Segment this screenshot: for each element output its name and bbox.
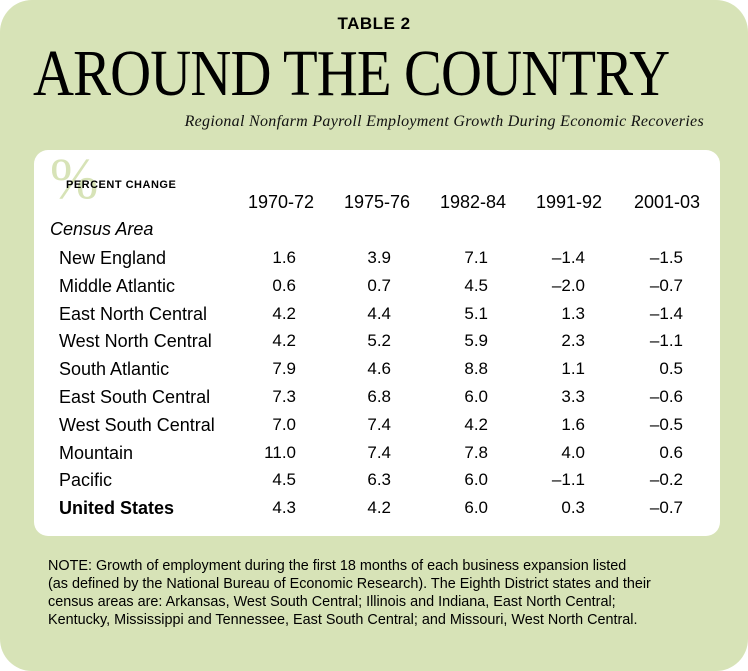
table-row xyxy=(0,470,748,498)
table-row-total xyxy=(0,498,748,526)
table-cell: –0.7 xyxy=(649,498,683,518)
table-cell: 0.6 xyxy=(659,442,683,462)
table-row xyxy=(0,248,748,276)
table-cell: –1.4 xyxy=(551,248,585,267)
table-cell: 6.8 xyxy=(367,387,391,406)
table-row xyxy=(0,443,748,471)
table-cell: 7.1 xyxy=(464,248,488,267)
table-row xyxy=(0,359,748,387)
table-cell: 0.6 xyxy=(272,275,296,295)
table-cell: 4.3 xyxy=(272,498,296,518)
note-line: NOTE: Growth of employment during the first 18 months of each business expansion listed xyxy=(48,558,627,574)
table-cell: –0.2 xyxy=(649,470,683,490)
column-header-1975-76: 1975-76 xyxy=(343,192,411,212)
table-cell: 7.8 xyxy=(464,442,488,462)
table-cell: 0.7 xyxy=(367,275,391,295)
table-row xyxy=(0,304,748,332)
table-cell: 1.6 xyxy=(561,414,585,434)
note-line: (as defined by the National Bureau of Economic Research). The Eighth District states and their xyxy=(48,576,651,592)
column-header-1982-84: 1982-84 xyxy=(439,192,507,212)
region-name: South Atlantic xyxy=(59,359,170,380)
table-cell: –0.5 xyxy=(649,414,683,434)
table-cell: 0.3 xyxy=(561,498,585,518)
note-line: census areas are: Arkansas, West South Central; Illinois and Indiana, East North Central; xyxy=(48,594,616,610)
region-name: Middle Atlantic xyxy=(59,275,176,296)
table-cell: –1.4 xyxy=(649,303,683,323)
table-cell: –0.6 xyxy=(649,387,683,406)
table-cell: 6.0 xyxy=(464,470,488,490)
table-cell: –1.1 xyxy=(551,470,585,490)
table-cell: 1.6 xyxy=(272,248,296,267)
table-cell: –0.7 xyxy=(649,275,683,295)
table-cell: 4.2 xyxy=(464,414,488,434)
column-header-2001-03: 2001-03 xyxy=(633,192,701,212)
table-cell: 4.0 xyxy=(561,442,585,462)
table-cell: –2.0 xyxy=(551,275,585,295)
region-name: United States xyxy=(59,498,175,519)
region-name: New England xyxy=(59,248,167,268)
region-name: East North Central xyxy=(59,303,208,324)
table-cell: 5.9 xyxy=(464,331,488,351)
table-cell: –1.5 xyxy=(649,248,683,267)
percent-change-label: PERCENT CHANGE xyxy=(66,179,177,191)
table-cell: 6.0 xyxy=(464,498,488,518)
table-cell: 7.0 xyxy=(272,414,296,434)
table-cell: 4.6 xyxy=(367,359,391,379)
table-cell: 7.4 xyxy=(367,442,391,462)
table-cell: 6.0 xyxy=(464,387,488,406)
census-area-label: Census Area xyxy=(50,219,154,239)
table-cell: 4.2 xyxy=(367,498,391,518)
table-cell: 4.5 xyxy=(272,470,296,490)
table-cell: 4.4 xyxy=(367,303,391,323)
table-row xyxy=(0,387,748,415)
table-row xyxy=(0,415,748,443)
table-cell: 7.4 xyxy=(367,414,391,434)
table-cell: 3.3 xyxy=(561,387,585,406)
page-title: AROUND THE COUNTRY xyxy=(33,37,670,110)
percent-icon: % xyxy=(50,146,99,211)
region-name: Mountain xyxy=(59,442,134,463)
table-cell: 4.2 xyxy=(272,303,296,323)
region-name: Pacific xyxy=(59,470,113,491)
table-cell: 7.9 xyxy=(272,359,296,379)
region-name: West South Central xyxy=(59,414,215,435)
table-note xyxy=(48,557,728,629)
page-subtitle: Regional Nonfarm Payroll Employment Growth During Economic Recoveries xyxy=(184,113,704,130)
column-header-1991-92: 1991-92 xyxy=(535,192,603,212)
table-cell: 4.5 xyxy=(464,275,488,295)
table-cell: 4.2 xyxy=(272,331,296,351)
table-cell: 5.1 xyxy=(464,303,488,323)
region-name: East South Central xyxy=(59,387,211,407)
column-header-1970-72: 1970-72 xyxy=(247,192,315,212)
table-cell: 0.5 xyxy=(659,359,683,379)
table-cell: 1.1 xyxy=(561,359,585,379)
table-cell: 2.3 xyxy=(561,331,585,351)
table-cell: 6.3 xyxy=(367,470,391,490)
table-cell: 5.2 xyxy=(367,331,391,351)
table-row xyxy=(0,331,748,359)
table-row xyxy=(0,276,748,304)
table-cell: –1.1 xyxy=(649,331,683,351)
table-cell: 11.0 xyxy=(264,442,296,462)
table-cell: 3.9 xyxy=(367,248,391,267)
note-line: Kentucky, Mississippi and Tennessee, East South Central; and Missouri, West North Central. xyxy=(48,612,638,628)
table-cell: 8.8 xyxy=(464,359,488,379)
region-name: West North Central xyxy=(59,331,212,352)
table-cell: 1.3 xyxy=(561,303,585,323)
table-cell: 7.3 xyxy=(272,387,296,406)
table-number-label: TABLE 2 xyxy=(337,14,411,33)
